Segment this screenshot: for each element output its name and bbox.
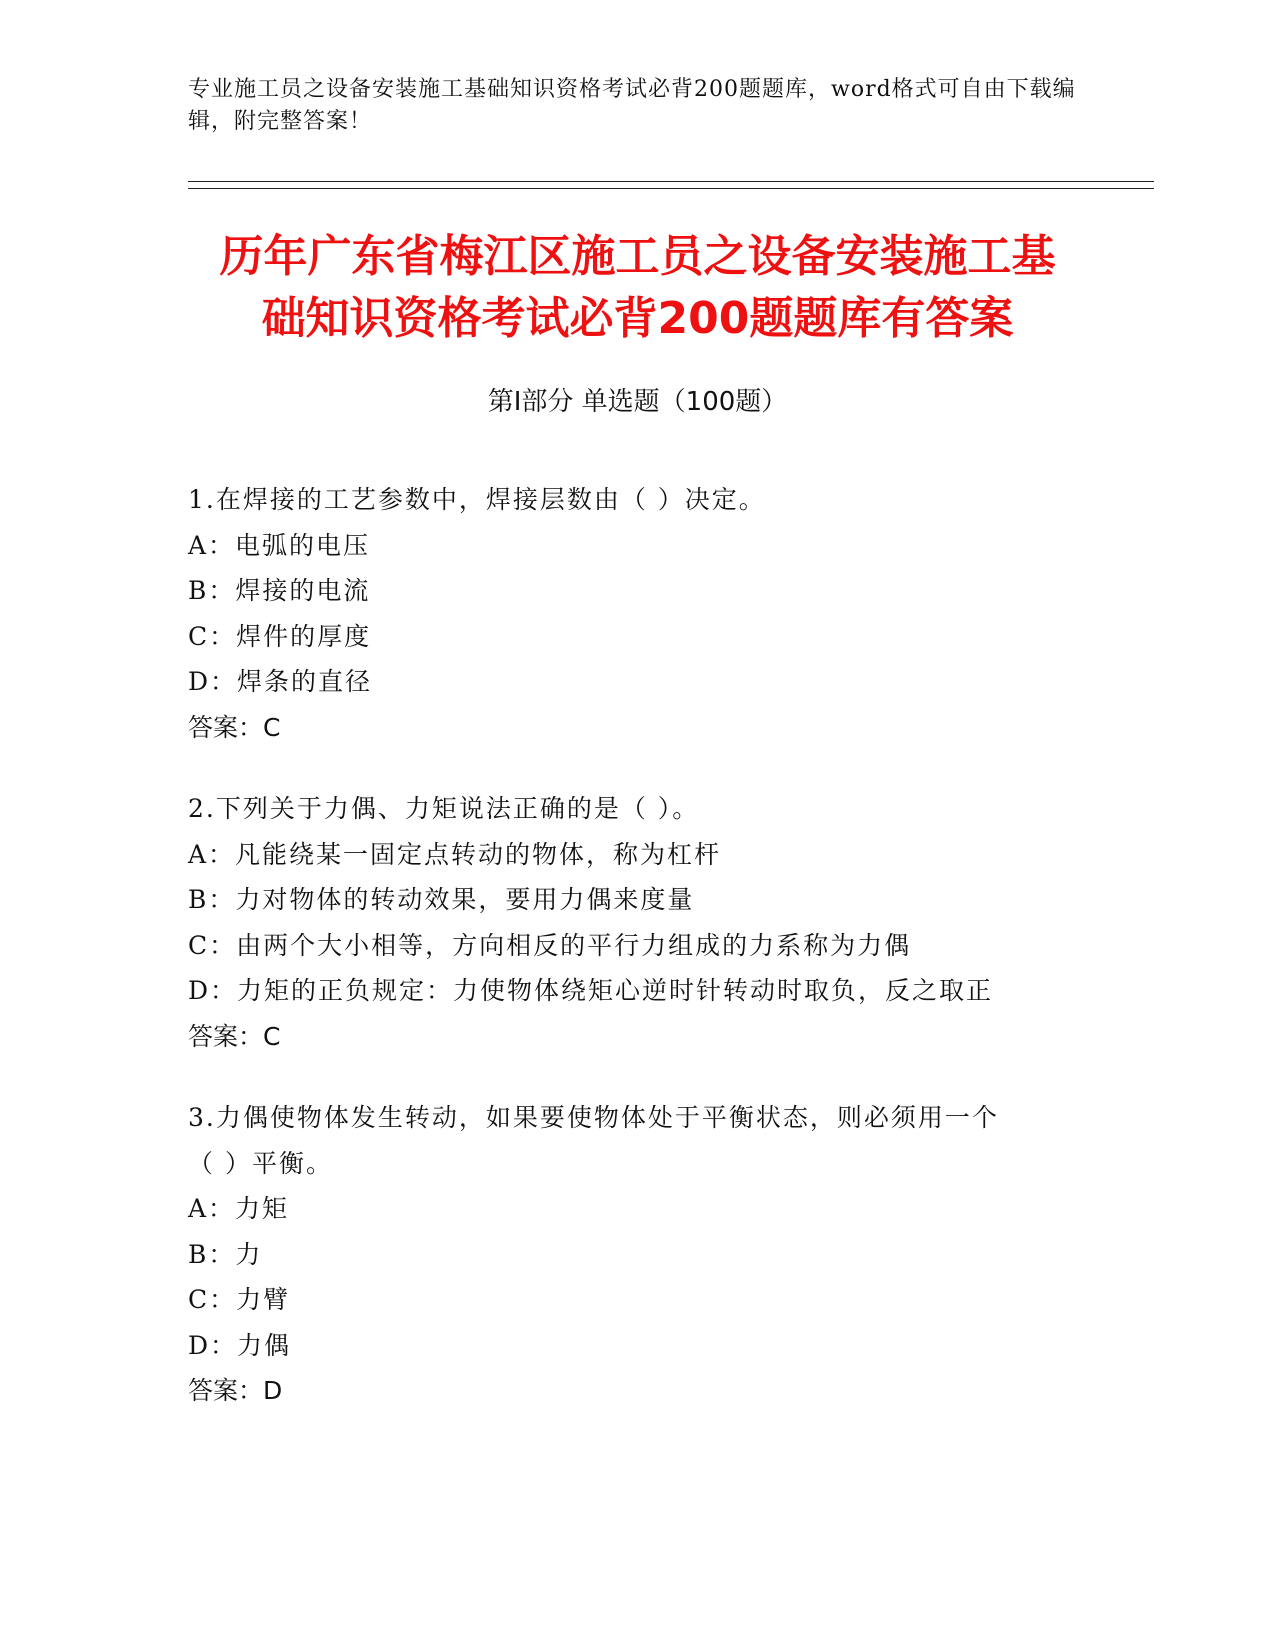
question-2 bbox=[188, 786, 1088, 1059]
option-b: B：力对物体的转动效果，要用力偶来度量 bbox=[188, 885, 695, 914]
answer: 答案：D bbox=[188, 1376, 283, 1405]
option-d: D：力偶 bbox=[188, 1330, 292, 1360]
header-divider-top bbox=[188, 181, 1154, 182]
option-a: A：电弧的电压 bbox=[188, 530, 371, 560]
header-note: 专业施工员之设备安装施工基础知识资格考试必背200题题库，word格式可自由下载编辑，附完整答案！ bbox=[188, 77, 1076, 134]
option-b: B：焊接的电流 bbox=[188, 576, 371, 605]
option-d: D：力矩的正负规定：力使物体绕矩心逆时针转动时取负，反之取正 bbox=[188, 976, 994, 1005]
question-stem: 2.下列关于力偶、力矩说法正确的是（ ）。 bbox=[188, 794, 700, 823]
answer: 答案：C bbox=[188, 712, 281, 742]
option-c: C：由两个大小相等，方向相反的平行力组成的力系称为力偶 bbox=[188, 930, 912, 960]
question-list bbox=[188, 477, 1088, 1450]
question-stem-line-1: 3.力偶使物体发生转动，如果要使物体处于平衡状态，则必须用一个 bbox=[188, 1103, 999, 1132]
option-c: C：焊件的厚度 bbox=[188, 621, 372, 651]
option-b: B：力 bbox=[188, 1239, 263, 1269]
option-d: D：焊条的直径 bbox=[188, 667, 373, 696]
document-title bbox=[160, 226, 1115, 350]
question-stem-line-2: （ ）平衡。 bbox=[188, 1148, 333, 1178]
answer: 答案：C bbox=[188, 1021, 281, 1051]
section-title: 第Ⅰ部分 单选题（100题） bbox=[487, 387, 788, 417]
option-c: C：力臂 bbox=[188, 1285, 291, 1314]
question-3 bbox=[188, 1095, 1088, 1414]
question-stem: 1.在焊接的工艺参数中，焊接层数由（ ）决定。 bbox=[188, 485, 766, 514]
option-a: A：力矩 bbox=[188, 1194, 290, 1223]
question-1 bbox=[188, 477, 1088, 750]
document-title-line-1: 历年广东省梅江区施工员之设备安装施工基 bbox=[219, 231, 1056, 282]
option-a: A：凡能绕某一固定点转动的物体，称为杠杆 bbox=[188, 839, 722, 869]
document-title-line-2: 础知识资格考试必背200题题库有答案 bbox=[261, 293, 1014, 344]
header-divider-bottom bbox=[188, 188, 1154, 189]
